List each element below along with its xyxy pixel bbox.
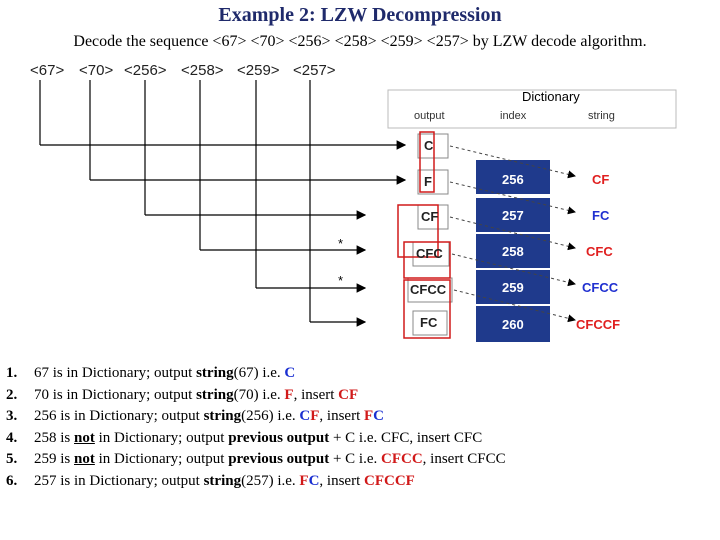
not-found-mark-259: * [338, 273, 344, 288]
step-4: 4. 258 is not in Dictionary; output previous output + C i.e. CFC, insert CFC [6, 429, 483, 446]
output-cf: CF [421, 209, 439, 224]
output-f: F [424, 174, 432, 189]
index-258: 258 [502, 244, 524, 259]
col-index-label: index [500, 110, 527, 122]
string-cf: CF [592, 172, 610, 187]
string-cfccf: CFCCF [576, 317, 621, 332]
not-found-mark-258: * [338, 236, 344, 251]
steps-list [6, 363, 506, 492]
string-cfc: CFC [586, 244, 613, 259]
step-1: 1. 67 is in Dictionary; output string(67) i.e. C [6, 365, 296, 381]
col-output-label: output [414, 110, 445, 122]
dictionary-title: Dictionary [522, 89, 580, 104]
step-3: 3. 256 is in Dictionary; output string(256) i.e. CF, insert FC [6, 408, 385, 424]
code-70: <70> [79, 62, 114, 79]
index-260: 260 [502, 317, 524, 332]
string-fc: FC [592, 208, 610, 223]
col-string-label: string [588, 110, 615, 122]
output-cfc: CFC [416, 246, 443, 261]
step-5: 5. 259 is not in Dictionary; output previous output + C i.e. CFCC, insert CFCC [6, 451, 506, 467]
code-256: <256> [124, 62, 167, 79]
step-6: 6. 257 is in Dictionary; output string(257) i.e. FC, insert CFCCF [6, 472, 415, 489]
index-259: 259 [502, 280, 524, 295]
index-256: 256 [502, 172, 524, 187]
problem-statement: Decode the sequence <67> <70> <256> <258> <259> <257> by LZW decode algorithm. [73, 33, 647, 50]
code-67: <67> [30, 62, 65, 79]
step-2: 2. 70 is in Dictionary; output string(70) i.e. F, insert CF [6, 386, 359, 403]
output-fc: FC [420, 315, 438, 330]
output-box-f [418, 170, 448, 194]
page-title: Example 2: LZW Decompression [218, 4, 502, 26]
code-258: <258> [181, 62, 224, 79]
code-257: <257> [293, 62, 336, 79]
string-cfcc: CFCC [582, 280, 619, 295]
output-c: C [424, 138, 434, 153]
index-257: 257 [502, 208, 524, 223]
output-cfcc: CFCC [410, 282, 447, 297]
code-259: <259> [237, 62, 280, 79]
